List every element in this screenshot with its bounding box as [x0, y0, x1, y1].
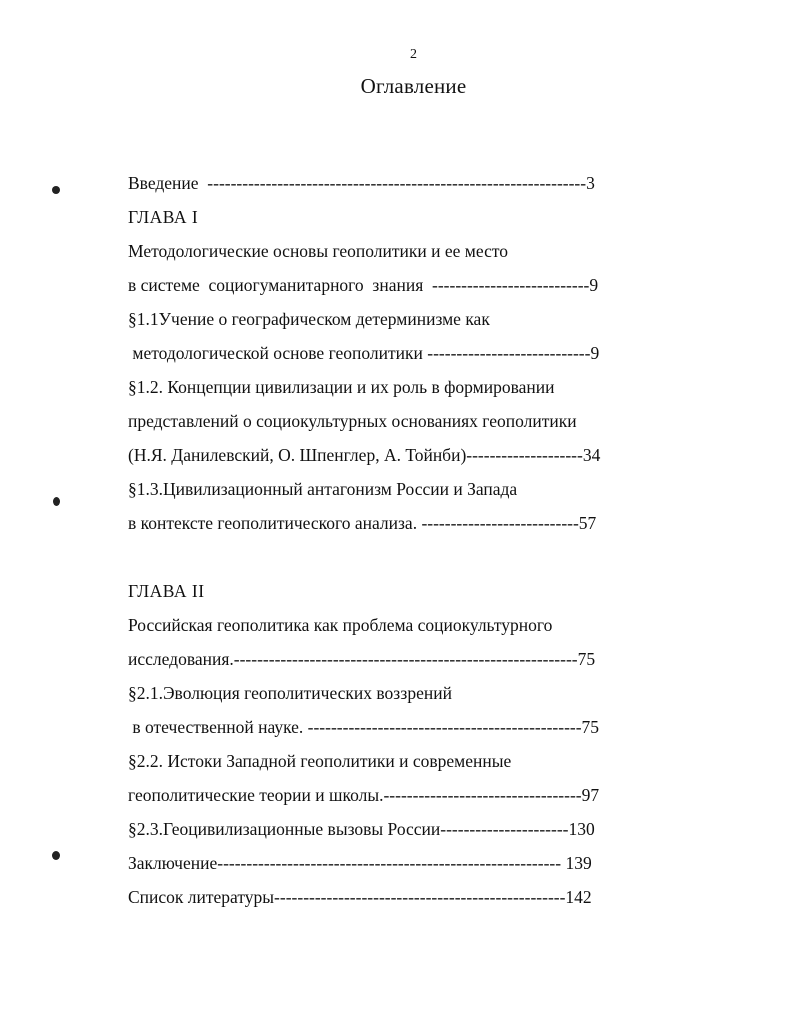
scan-mark [53, 497, 60, 506]
toc-entry-chapter-1-title-cont: в системе социогуманитарного знания ---------------------------9 [128, 275, 599, 295]
toc-entry-chapter-2-title: Российская геополитика как проблема социокультурного [128, 615, 553, 635]
scan-mark [52, 186, 60, 194]
toc-entry-chapter-1-title: Методологические основы геополитики и ее место [128, 241, 509, 261]
toc-entry-section-1-3: §1.3.Цивилизационный антагонизм России и Запада [128, 479, 518, 499]
toc-entry-section-1-2-authors: (Н.Я. Данилевский, О. Шпенглер, А. Тойнби)--------------------34 [128, 445, 601, 465]
toc-entry-conclusion: Заключение----------------------------------------------------------- 139 [128, 853, 592, 873]
toc-entry-section-1-2-cont: представлений о социокультурных основаниях геополитики [128, 411, 577, 431]
toc-entry-section-1-1-cont: методологической основе геополитики ----------------------------9 [128, 343, 600, 363]
toc-entry-intro: Введение -----------------------------------------------------------------3 [128, 173, 595, 193]
chapter-1-heading: ГЛАВА I [128, 207, 199, 227]
toc-entry-section-2-2-cont: геополитические теории и школы.----------------------------------97 [128, 785, 600, 805]
chapter-2-heading: ГЛАВА II [128, 581, 205, 601]
toc-entry-section-2-1: §2.1.Эволюция геополитических воззрений [128, 683, 452, 703]
toc-entry-section-1-2: §1.2. Концепции цивилизации и их роль в формировании [128, 377, 555, 397]
toc-entry-bibliography: Список литературы--------------------------------------------------142 [128, 887, 592, 907]
toc-entry-section-2-2: §2.2. Истоки Западной геополитики и современные [128, 751, 512, 771]
page-number: 2 [410, 47, 417, 62]
page-title: Оглавление [360, 74, 467, 98]
toc-entry-section-1-3-cont: в контексте геополитического анализа. ---------------------------57 [128, 513, 597, 533]
toc-entry-section-2-1-cont: в отечественной науке. -----------------------------------------------75 [128, 717, 600, 737]
scan-mark [52, 851, 60, 860]
toc-entry-section-1-1: §1.1Учение о географическом детерминизме как [128, 309, 490, 329]
toc-entry-section-2-3: §2.3.Геоцивилизационные вызовы России----------------------130 [128, 819, 595, 839]
toc-entry-chapter-2-title-cont: исследования.-----------------------------------------------------------75 [128, 649, 596, 669]
